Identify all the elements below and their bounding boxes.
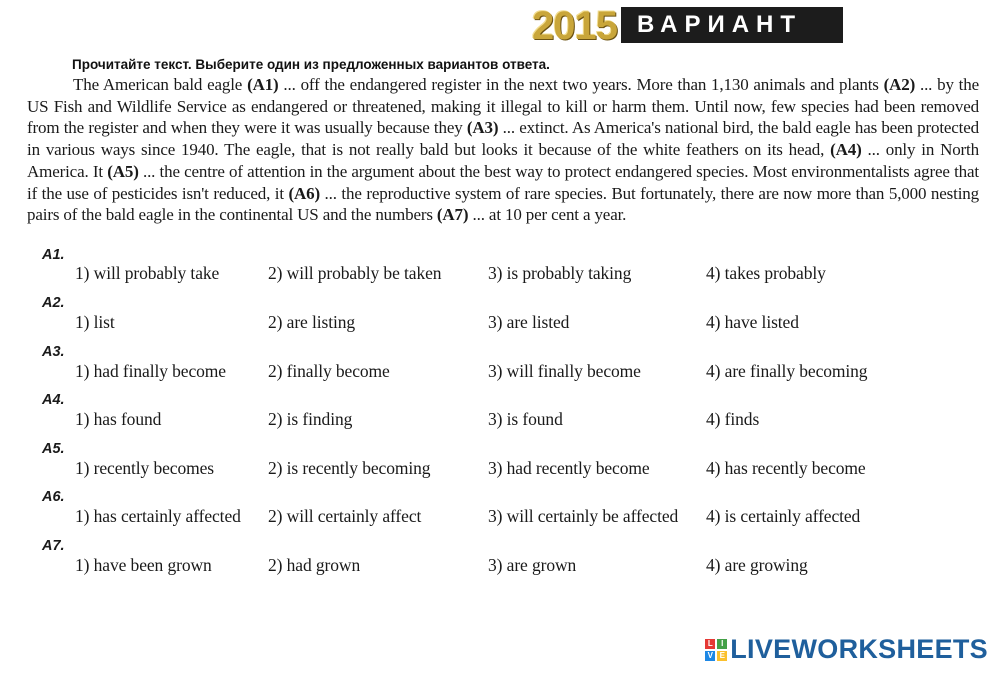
logo-letter: E [717,651,727,661]
gap-marker-a5: (A5) [107,161,139,181]
gap-marker-a7: (A7) [436,205,469,225]
answer-option[interactable]: 4) finds [706,409,760,429]
gap-marker-a3: (A3) [466,118,499,138]
passage-text: ... the reproductive system of rare species. But fortunately, there are now more than 5,000 nesting pairs of the bald eagle in the continental US and the numbers [27,183,979,225]
answer-option[interactable]: 3) is probably taking [488,263,632,283]
answer-option[interactable]: 4) is certainly affected [706,506,861,526]
answer-option[interactable]: 1) has certainly affected [75,506,241,526]
answer-option[interactable]: 3) had recently become [488,458,650,478]
answer-option[interactable]: 2) will probably be taken [268,263,442,283]
answer-option[interactable]: 2) are listing [268,312,356,332]
logo-letter: V [705,651,715,661]
question-label: A5. [42,441,65,457]
answer-option[interactable]: 1) list [75,312,115,332]
answer-option[interactable]: 1) had finally become [75,361,226,381]
logo-letter: I [717,639,727,649]
question-label: A7. [42,538,65,554]
liveworksheets-logo [705,634,988,665]
gap-marker-a4: (A4) [830,140,862,160]
logo-text: LIVEWORKSHEETS [730,634,988,664]
answer-option[interactable]: 3) are grown [488,555,577,575]
question-label: A3. [42,344,65,360]
answer-option[interactable]: 2) will certainly affect [268,506,422,526]
question-label: A6. [42,489,65,505]
logo-grid-icon [705,639,727,661]
question-label: A4. [42,392,65,408]
question-label: A2. [42,295,65,311]
answer-option[interactable]: 1) have been grown [75,555,212,575]
answer-option[interactable]: 4) are growing [706,555,808,575]
answer-option[interactable]: 2) is recently becoming [268,458,431,478]
instruction: Прочитайте текст. Выберите один из предложенных вариантов ответа. [72,57,550,72]
answer-option[interactable]: 2) is finding [268,409,353,429]
answer-option[interactable]: 4) takes probably [706,263,826,283]
passage-text: ... only in North America. It [27,140,979,181]
answer-option[interactable]: 2) had grown [268,555,361,575]
answer-option[interactable]: 2) finally become [268,361,390,381]
answer-option[interactable]: 4) are finally becoming [706,361,868,381]
answer-option[interactable]: 1) recently becomes [75,458,215,478]
answer-option[interactable]: 3) is found [488,409,563,429]
gap-marker-a6: (A6) [288,183,320,203]
passage-text: ... by the US Fish and Wildlife Service as endangered or threatened, making it illegal to kill or harm them. Until now, few species had been removed from the register and when they were it was usually because they [27,75,979,138]
answer-option[interactable]: 3) will certainly be affected [488,506,679,526]
passage-text: ... off the endangered register in the next two years. More than 1,130 animals and plants [278,75,884,94]
answer-option[interactable]: 4) has recently become [706,458,866,478]
answer-option[interactable]: 1) will probably take [75,263,220,283]
question-label: A1. [42,247,65,263]
logo-letter: L [705,639,715,649]
variant-title: ВАРИАНТ 3 [621,7,843,43]
reading-passage [27,74,979,226]
year-badge: 2015 [532,4,617,48]
passage-text: The American bald eagle [73,75,248,94]
passage-text: ... at 10 per cent a year. [468,205,627,225]
gap-marker-a1: (A1) [247,75,279,94]
gap-marker-a2: (A2) [883,75,916,94]
passage-text: ... extinct. As America's national bird, the bald eagle has been protected in various ways since 1940. The eagle, that is not really bald but looks it because of the white feathers on its head, [27,118,979,160]
passage-text: ... the centre of attention in the argument about the best way to protect endangered species. Most environmentalists agree that if the use of pesticides isn't reduced, it [27,161,979,203]
answer-option[interactable]: 1) has found [75,409,162,429]
answer-option[interactable]: 4) have listed [706,312,799,332]
answer-option[interactable]: 3) will finally become [488,361,641,381]
header [532,2,843,74]
answer-option[interactable]: 3) are listed [488,312,570,332]
